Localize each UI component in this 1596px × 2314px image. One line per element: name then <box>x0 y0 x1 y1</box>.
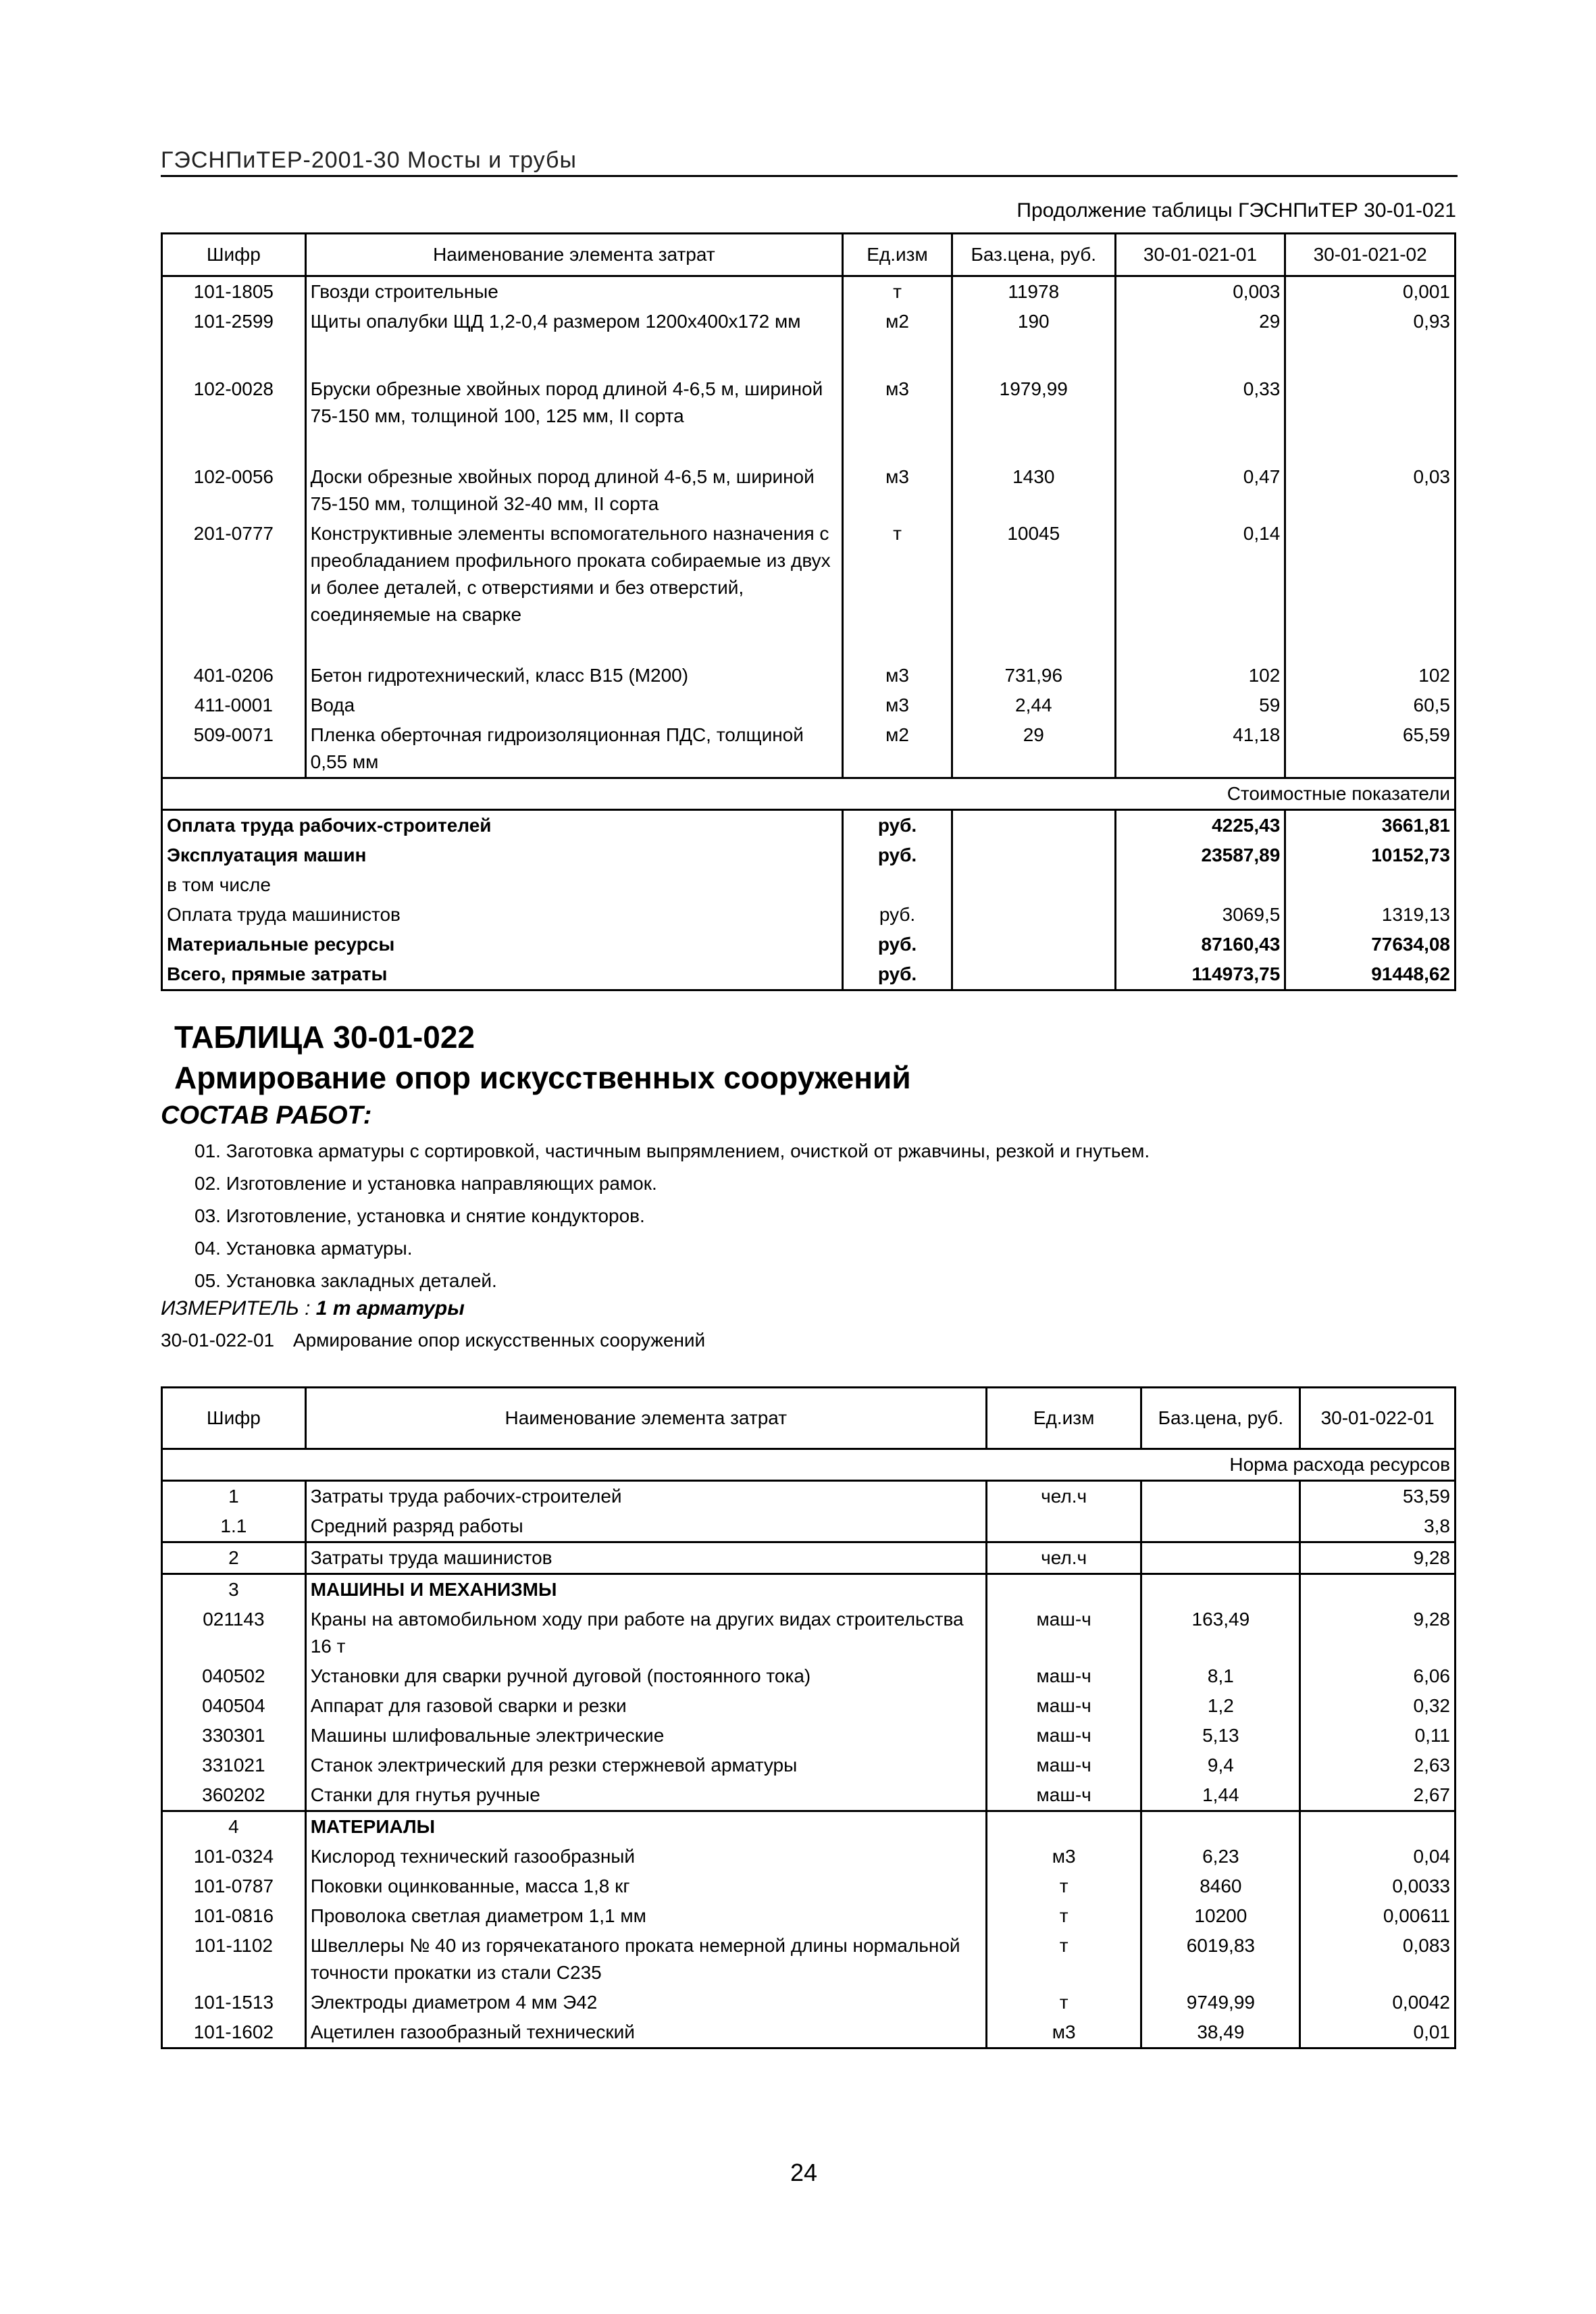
cell-value-1: 0,14 <box>1115 519 1285 661</box>
cell-code: 4 <box>162 1811 306 1842</box>
cell-value-1: 102 <box>1115 661 1285 690</box>
table-row <box>162 1691 1456 1721</box>
summary-row <box>162 840 1456 870</box>
cell-unit: маш-ч <box>986 1691 1141 1721</box>
cell-value: 9,28 <box>1300 1542 1456 1574</box>
cell-code: 331021 <box>162 1751 306 1780</box>
work-item: 05. Установка закладных деталей. <box>195 1270 497 1291</box>
cost-indicators-row <box>162 778 1456 810</box>
table-row <box>162 2017 1456 2048</box>
cell-value: 0,04 <box>1300 1842 1456 1871</box>
cell-unit <box>986 1574 1141 1605</box>
summary-label: Оплата труда машинистов <box>162 900 843 930</box>
summary-label: Всего, прямые затраты <box>162 959 843 990</box>
cell-value <box>1300 1574 1456 1605</box>
summary-value-2: 3661,81 <box>1285 810 1456 841</box>
col-name: Наименование элемента затрат <box>305 234 842 276</box>
cell-value: 2,63 <box>1300 1751 1456 1780</box>
cell-unit: маш-ч <box>986 1661 1141 1691</box>
cell-code: 021143 <box>162 1605 306 1661</box>
works-heading: СОСТАВ РАБОТ: <box>161 1101 372 1130</box>
work-item: 03. Изготовление, установка и снятие кондукторов. <box>195 1205 645 1226</box>
summary-price <box>952 930 1115 959</box>
cell-price: 9,4 <box>1141 1751 1300 1780</box>
cell-code: 102-0028 <box>162 374 306 462</box>
cell-code: 102-0056 <box>162 462 306 519</box>
cell-name: Швеллеры № 40 из горячекатаного проката немерной длины нормальной точности прокатки из стали С235 <box>305 1931 986 1988</box>
cell-value: 0,0033 <box>1300 1871 1456 1901</box>
col-code: Шифр <box>162 1388 306 1449</box>
table-header-row <box>162 234 1456 276</box>
table-row <box>162 1542 1456 1574</box>
cell-value-2: 60,5 <box>1285 690 1456 720</box>
summary-label: в том числе <box>162 870 843 900</box>
summary-value-2: 77634,08 <box>1285 930 1456 959</box>
cell-unit: т <box>986 1901 1141 1931</box>
cell-value: 3,8 <box>1300 1511 1456 1542</box>
cell-price: 8,1 <box>1141 1661 1300 1691</box>
cell-price: 11978 <box>952 276 1115 307</box>
cell-value-1: 41,18 <box>1115 720 1285 778</box>
cell-name: Средний разряд работы <box>305 1511 986 1542</box>
col-price: Баз.цена, руб. <box>952 234 1115 276</box>
cell-value-2: 0,93 <box>1285 307 1456 374</box>
cell-value-2: 0,03 <box>1285 462 1456 519</box>
cell-value: 0,00611 <box>1300 1901 1456 1931</box>
cell-value: 0,32 <box>1300 1691 1456 1721</box>
summary-unit: руб. <box>843 810 952 841</box>
cell-price: 9749,99 <box>1141 1988 1300 2017</box>
table-row <box>162 1481 1456 1512</box>
cell-value-2: 0,001 <box>1285 276 1456 307</box>
cell-unit: т <box>843 519 952 661</box>
summary-value-2: 1319,13 <box>1285 900 1456 930</box>
cell-value-2 <box>1285 519 1456 661</box>
cell-name: Станки для гнутья ручные <box>305 1780 986 1811</box>
col-rate-1: 30-01-021-01 <box>1115 234 1285 276</box>
summary-row <box>162 870 1456 900</box>
cell-name: Поковки оцинкованные, масса 1,8 кг <box>305 1871 986 1901</box>
summary-value-2: 91448,62 <box>1285 959 1456 990</box>
cell-value-1: 0,003 <box>1115 276 1285 307</box>
work-item: 04. Установка арматуры. <box>195 1238 413 1259</box>
summary-unit: руб. <box>843 840 952 870</box>
cell-code: 330301 <box>162 1721 306 1751</box>
cell-code: 040502 <box>162 1661 306 1691</box>
cell-price <box>1141 1511 1300 1542</box>
cell-price: 1,2 <box>1141 1691 1300 1721</box>
measure-value: 1 т арматуры <box>315 1297 465 1319</box>
cell-price: 1430 <box>952 462 1115 519</box>
cell-value: 53,59 <box>1300 1481 1456 1512</box>
cell-name: Бруски обрезные хвойных пород длиной 4-6,5 м, шириной 75-150 мм, толщиной 100, 125 мм, II сорта <box>305 374 842 462</box>
cell-unit: м3 <box>843 462 952 519</box>
cell-name: Электроды диаметром 4 мм Э42 <box>305 1988 986 2017</box>
table-row <box>162 1751 1456 1780</box>
cell-name: МАШИНЫ И МЕХАНИЗМЫ <box>305 1574 986 1605</box>
cell-value: 0,11 <box>1300 1721 1456 1751</box>
cell-name: Бетон гидротехнический, класс В15 (М200) <box>305 661 842 690</box>
cell-code: 101-1805 <box>162 276 306 307</box>
table-row <box>162 1842 1456 1871</box>
cell-value: 6,06 <box>1300 1661 1456 1691</box>
summary-value-1: 3069,5 <box>1115 900 1285 930</box>
table-row <box>162 1988 1456 2017</box>
table-row <box>162 1780 1456 1811</box>
resource-norm-header: Норма расхода ресурсов <box>162 1449 1456 1481</box>
table-row <box>162 307 1456 374</box>
cell-unit <box>986 1511 1141 1542</box>
cell-code: 401-0206 <box>162 661 306 690</box>
cell-value: 0,0042 <box>1300 1988 1456 2017</box>
col-name: Наименование элемента затрат <box>305 1388 986 1449</box>
cell-code: 101-1513 <box>162 1988 306 2017</box>
cell-code: 1 <box>162 1481 306 1512</box>
cell-unit: маш-ч <box>986 1751 1141 1780</box>
cell-code: 101-1102 <box>162 1931 306 1988</box>
summary-price <box>952 840 1115 870</box>
summary-price <box>952 870 1115 900</box>
summary-value-2: 10152,73 <box>1285 840 1456 870</box>
table-row <box>162 661 1456 690</box>
summary-price <box>952 900 1115 930</box>
cell-price: 6,23 <box>1141 1842 1300 1871</box>
table-row <box>162 690 1456 720</box>
col-unit: Ед.изм <box>843 234 952 276</box>
cell-unit: т <box>986 1931 1141 1988</box>
table-row <box>162 1661 1456 1691</box>
col-unit: Ед.изм <box>986 1388 1141 1449</box>
cell-unit: чел.ч <box>986 1542 1141 1574</box>
summary-value-1 <box>1115 870 1285 900</box>
cell-value: 0,083 <box>1300 1931 1456 1988</box>
cell-price: 38,49 <box>1141 2017 1300 2048</box>
resource-norm-row <box>162 1449 1456 1481</box>
table-row <box>162 1511 1456 1542</box>
table-row <box>162 720 1456 778</box>
cost-indicators-header: Стоимостные показатели <box>162 778 1456 810</box>
table-row <box>162 1721 1456 1751</box>
summary-value-1: 23587,89 <box>1115 840 1285 870</box>
cell-value-1: 29 <box>1115 307 1285 374</box>
table-row <box>162 462 1456 519</box>
table-row <box>162 374 1456 462</box>
cell-code: 2 <box>162 1542 306 1574</box>
cell-unit: маш-ч <box>986 1780 1141 1811</box>
cell-name: Щиты опалубки ЩД 1,2-0,4 размером 1200х400х172 мм <box>305 307 842 374</box>
cell-price: 8460 <box>1141 1871 1300 1901</box>
cell-name: Проволока светлая диаметром 1,1 мм <box>305 1901 986 1931</box>
cell-unit: м3 <box>843 374 952 462</box>
cell-value-2: 65,59 <box>1285 720 1456 778</box>
cell-name: МАТЕРИАЛЫ <box>305 1811 986 1842</box>
table-row <box>162 1871 1456 1901</box>
table-subtitle: Армирование опор искусственных сооружений <box>174 1060 911 1095</box>
cell-unit: маш-ч <box>986 1605 1141 1661</box>
summary-label: Материальные ресурсы <box>162 930 843 959</box>
cell-price <box>1141 1811 1300 1842</box>
cell-unit: т <box>843 276 952 307</box>
cell-code: 101-1602 <box>162 2017 306 2048</box>
summary-unit <box>843 870 952 900</box>
cell-price <box>1141 1481 1300 1512</box>
cell-code: 411-0001 <box>162 690 306 720</box>
summary-price <box>952 810 1115 841</box>
cell-price: 731,96 <box>952 661 1115 690</box>
cell-price: 10200 <box>1141 1901 1300 1931</box>
cell-price: 10045 <box>952 519 1115 661</box>
cell-name: Гвозди строительные <box>305 276 842 307</box>
table-continuation-note: Продолжение таблицы ГЭСНПиТЕР 30-01-021 <box>1016 199 1456 222</box>
table-header-row <box>162 1388 1456 1449</box>
table-row <box>162 1901 1456 1931</box>
cell-price: 163,49 <box>1141 1605 1300 1661</box>
cell-price: 2,44 <box>952 690 1115 720</box>
cell-code: 040504 <box>162 1691 306 1721</box>
cell-unit: м3 <box>986 1842 1141 1871</box>
cell-name: Кислород технический газообразный <box>305 1842 986 1871</box>
col-code: Шифр <box>162 234 306 276</box>
cell-price: 5,13 <box>1141 1721 1300 1751</box>
cell-code: 3 <box>162 1574 306 1605</box>
cell-code: 201-0777 <box>162 519 306 661</box>
cell-unit: чел.ч <box>986 1481 1141 1512</box>
cell-price: 190 <box>952 307 1115 374</box>
summary-value-2 <box>1285 870 1456 900</box>
page-number: 24 <box>790 2159 818 2186</box>
summary-row <box>162 930 1456 959</box>
col-price: Баз.цена, руб. <box>1141 1388 1300 1449</box>
norm-code: 30-01-022-01 <box>161 1330 275 1351</box>
cell-name: Конструктивные элементы вспомогательного назначения с преобладанием профильного проката собираемые из двух и более деталей, с отверстиями и без отверстий, соединяемые на сварке <box>305 519 842 661</box>
cell-name: Вода <box>305 690 842 720</box>
summary-value-1: 114973,75 <box>1115 959 1285 990</box>
col-rate: 30-01-022-01 <box>1300 1388 1456 1449</box>
cell-value-1: 0,47 <box>1115 462 1285 519</box>
cell-name: Ацетилен газообразный технический <box>305 2017 986 2048</box>
measure-line <box>161 1297 465 1320</box>
cell-name: Машины шлифовальные электрические <box>305 1721 986 1751</box>
cell-name: Пленка оберточная гидроизоляционная ПДС, толщиной 0,55 мм <box>305 720 842 778</box>
cell-name: Доски обрезные хвойных пород длиной 4-6,5 м, шириной 75-150 мм, толщиной 32-40 мм, II сорта <box>305 462 842 519</box>
summary-row <box>162 810 1456 841</box>
summary-unit: руб. <box>843 959 952 990</box>
work-item: 01. Заготовка арматуры с сортировкой, частичным выпрямлением, очисткой от ржавчины, резкой и гнутьем. <box>195 1140 1150 1161</box>
cell-price: 1979,99 <box>952 374 1115 462</box>
cell-unit: м2 <box>843 720 952 778</box>
cell-value-2: 102 <box>1285 661 1456 690</box>
section-row-materials <box>162 1811 1456 1842</box>
norm-code-line <box>161 1330 719 1351</box>
measure-label: ИЗМЕРИТЕЛЬ : <box>161 1297 311 1319</box>
cell-unit: м3 <box>843 690 952 720</box>
cell-price <box>1141 1574 1300 1605</box>
cell-unit: м2 <box>843 307 952 374</box>
cell-name: Краны на автомобильном ходу при работе на других видах строительства 16 т <box>305 1605 986 1661</box>
cell-name: Станок электрический для резки стержневой арматуры <box>305 1751 986 1780</box>
table-row <box>162 1931 1456 1988</box>
summary-row <box>162 900 1456 930</box>
section-row-machines <box>162 1574 1456 1605</box>
cell-code: 101-2599 <box>162 307 306 374</box>
cell-code: 1.1 <box>162 1511 306 1542</box>
cell-code: 101-0787 <box>162 1871 306 1901</box>
table-title: ТАБЛИЦА 30-01-022 <box>174 1020 475 1055</box>
cell-value-2 <box>1285 374 1456 462</box>
cell-price <box>1141 1542 1300 1574</box>
table-row <box>162 276 1456 307</box>
cell-unit: м3 <box>986 2017 1141 2048</box>
col-rate-2: 30-01-021-02 <box>1285 234 1456 276</box>
cell-name: Затраты труда рабочих-строителей <box>305 1481 986 1512</box>
cell-value-1: 59 <box>1115 690 1285 720</box>
cell-value <box>1300 1811 1456 1842</box>
table-row <box>162 1605 1456 1661</box>
summary-value-1: 4225,43 <box>1115 810 1285 841</box>
works-list <box>195 1135 1150 1297</box>
cell-name: Аппарат для газовой сварки и резки <box>305 1691 986 1721</box>
cell-code: 101-0324 <box>162 1842 306 1871</box>
cell-name: Затраты труда машинистов <box>305 1542 986 1574</box>
table-30-01-022 <box>161 1386 1456 2049</box>
summary-value-1: 87160,43 <box>1115 930 1285 959</box>
cell-price: 1,44 <box>1141 1780 1300 1811</box>
cell-value: 0,01 <box>1300 2017 1456 2048</box>
cell-value: 9,28 <box>1300 1605 1456 1661</box>
table-row <box>162 519 1456 661</box>
cell-value-1: 0,33 <box>1115 374 1285 462</box>
cell-code: 509-0071 <box>162 720 306 778</box>
cell-unit <box>986 1811 1141 1842</box>
summary-price <box>952 959 1115 990</box>
table-30-01-021-continued <box>161 232 1456 991</box>
cell-unit: м3 <box>843 661 952 690</box>
summary-label: Оплата труда рабочих-строителей <box>162 810 843 841</box>
work-item: 02. Изготовление и установка направляющих рамок. <box>195 1173 657 1194</box>
summary-label: Эксплуатация машин <box>162 840 843 870</box>
norm-code-desc: Армирование опор искусственных сооружений <box>292 1330 706 1351</box>
summary-unit: руб. <box>843 930 952 959</box>
cell-unit: т <box>986 1871 1141 1901</box>
cell-name: Установки для сварки ручной дуговой (постоянного тока) <box>305 1661 986 1691</box>
cell-price: 29 <box>952 720 1115 778</box>
summary-unit: руб. <box>843 900 952 930</box>
cell-price: 6019,83 <box>1141 1931 1300 1988</box>
cell-unit: т <box>986 1988 1141 2017</box>
cell-unit: маш-ч <box>986 1721 1141 1751</box>
cell-value: 2,67 <box>1300 1780 1456 1811</box>
cell-code: 101-0816 <box>162 1901 306 1931</box>
running-header: ГЭСНПиТЕР-2001-30 Мосты и трубы <box>161 147 1458 177</box>
cell-code: 360202 <box>162 1780 306 1811</box>
summary-row <box>162 959 1456 990</box>
